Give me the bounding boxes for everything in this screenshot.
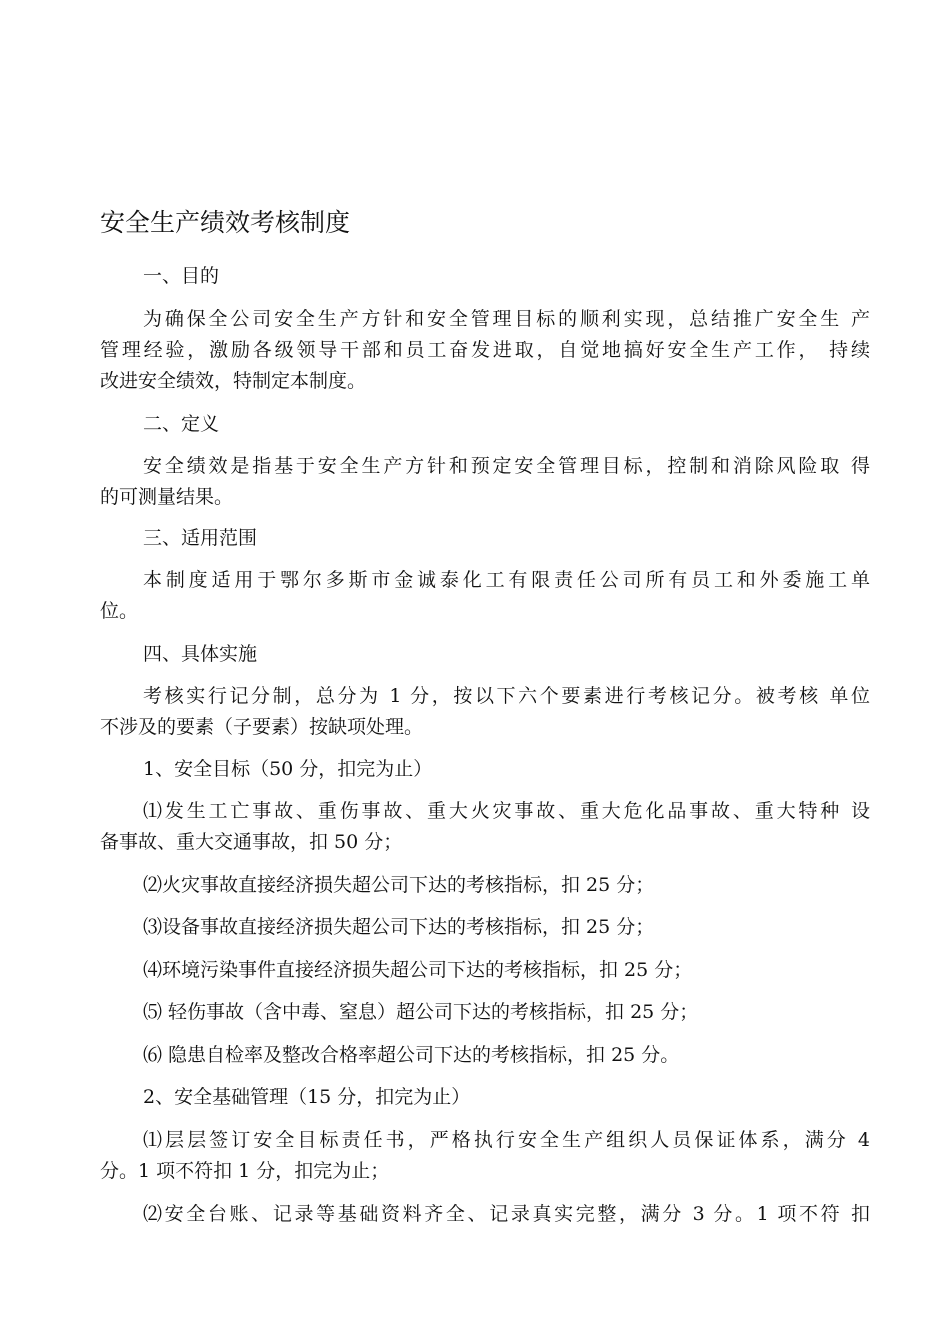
list-item-safety-target-2: ⑵火灾事故直接经济损失超公司下达的考核指标，扣 25 分； [143,874,655,896]
paragraph-line: 不涉及的要素（子要素）按缺项处理。 [100,716,424,738]
list-item-safety-management-1 [100,1125,870,1187]
paragraph-line: 考核实行记分制，总分为 1 分，按以下六个要素进行考核记分。被考核 单位 [143,685,870,707]
section-heading-purpose: 一、目的 [143,265,220,287]
paragraph-line: 位。 [100,600,139,622]
paragraph-definition [100,451,870,513]
paragraph-scope [100,565,870,627]
section-heading-definition: 二、定义 [143,413,220,435]
paragraph-purpose [100,304,870,397]
section-heading-scope: 三、适用范围 [143,527,258,549]
subsection-heading-safety-management: 2、安全基础管理（15 分，扣完为止） [143,1086,471,1108]
paragraph-line: ⑴发生工亡事故、重伤事故、重大火灾事故、重大危化品事故、重大特种 设 [143,800,870,822]
paragraph-line: 改进安全绩效，特制定本制度。 [100,370,367,392]
list-item-safety-target-5: ⑸ 轻伤事故（含中毒、窒息）超公司下达的考核指标，扣 25 分； [143,1001,699,1023]
list-item-safety-target-4: ⑷环境污染事件直接经济损失超公司下达的考核指标，扣 25 分； [143,959,693,981]
paragraph-line: 备事故、重大交通事故，扣 50 分； [100,831,403,853]
subsection-heading-safety-target: 1、安全目标（50 分，扣完为止） [143,758,433,780]
paragraph-line: 为确保全公司安全生产方针和安全管理目标的顺利实现，总结推广安全生 产 [143,308,870,330]
paragraph-line: 本制度适用于鄂尔多斯市金诚泰化工有限责任公司所有员工和外委施工单 [143,569,870,591]
list-item-safety-target-1 [100,796,870,858]
paragraph-line: ⑵安全台账、记录等基础资料齐全、记录真实完整，满分 3 分。1 项不符 扣 [143,1203,870,1225]
paragraph-line: 管理经验，激励各级领导干部和员工奋发进取，自觉地搞好安全生产工作， 持续 [100,339,870,361]
paragraph-line: 安全绩效是指基于安全生产方针和预定安全管理目标，控制和消除风险取 得 [143,455,870,477]
list-item-safety-target-6: ⑹ 隐患自检率及整改合格率超公司下达的考核指标，扣 25 分。 [143,1044,680,1066]
paragraph-line: 分。1 项不符扣 1 分，扣完为止； [100,1160,390,1182]
paragraph-line: ⑴层层签订安全目标责任书，严格执行安全生产组织人员保证体系，满分 4 [143,1129,870,1151]
document-title: 安全生产绩效考核制度 [100,208,351,237]
list-item-safety-target-3: ⑶设备事故直接经济损失超公司下达的考核指标，扣 25 分； [143,916,655,938]
paragraph-implementation [100,681,870,743]
list-item-safety-management-2 [100,1199,870,1230]
section-heading-implementation: 四、具体实施 [143,643,258,665]
paragraph-line: 的可测量结果。 [100,486,234,508]
